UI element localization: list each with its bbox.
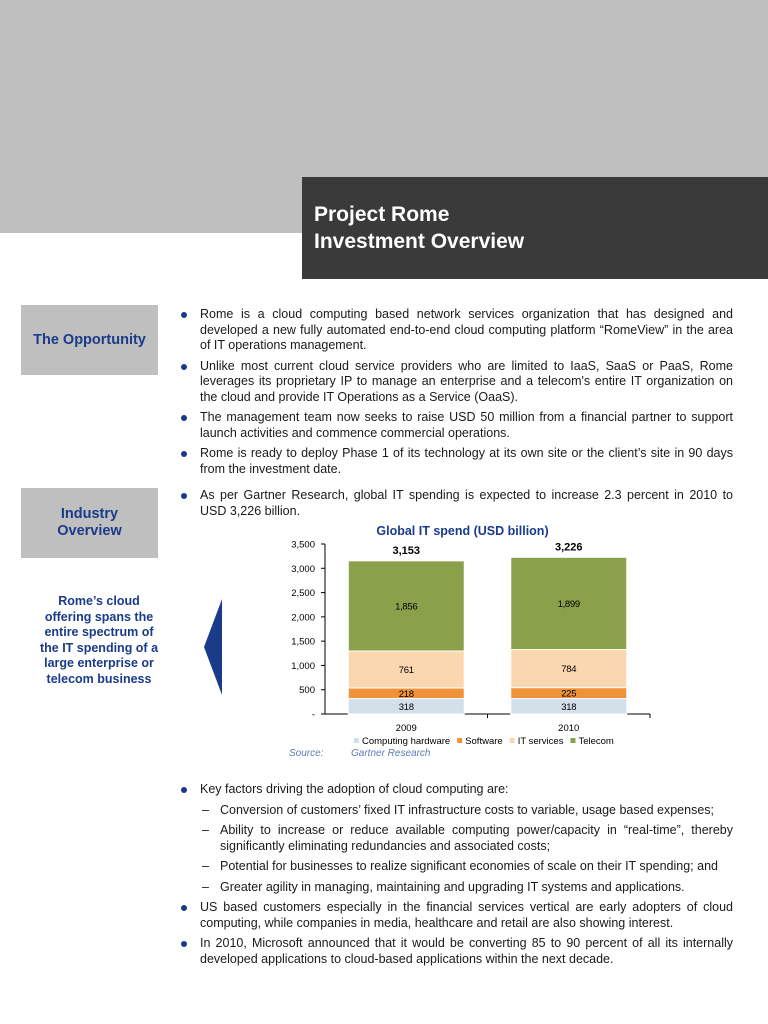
page-title-line1: Project Rome xyxy=(314,203,450,226)
list-item: Key factors driving the adoption of cloud computing are: xyxy=(178,782,733,798)
legend-label: Computing hardware xyxy=(362,736,451,747)
y-tick-label: 2,500 xyxy=(291,588,315,600)
list-item: In 2010, Microsoft announced that it would be converting 85 to 90 percent of all its internally developed applications to cloud-based applications within the next decade. xyxy=(178,936,733,967)
list-item: Unlike most current cloud service providers who are limited to IaaS, SaaS or PaaS, Rome leverages its proprietary IP to manage an enterprise and a telecom's entire IT organization on the cloud and provide IT Operations as a Service (OaaS). xyxy=(178,359,733,406)
source-label: Source: xyxy=(289,748,324,759)
industry-label-line1: Industry xyxy=(60,506,119,522)
y-tick-label: 3,000 xyxy=(291,563,315,575)
chart-source xyxy=(289,748,431,759)
source-value: Gartner Research xyxy=(351,748,431,759)
list-item: The management team now seeks to raise USD 50 million from a financial partner to support launch activities and commence commercial operations. xyxy=(178,410,733,441)
title-box xyxy=(302,177,768,279)
list-subitem: – Potential for businesses to realize significant economies of scale on their IT spending; and xyxy=(178,859,733,875)
arrow-left-icon xyxy=(204,597,224,697)
list-item: US based customers especially in the financial services vertical are early adopters of cloud computing, while companies in media, healthcare and retail are also showing interest. xyxy=(178,900,733,931)
chart xyxy=(280,522,660,767)
industry-label-line2: Overview xyxy=(57,523,122,539)
data-label: 225 xyxy=(561,688,577,700)
data-label: 784 xyxy=(561,664,577,676)
legend-swatch xyxy=(457,738,462,743)
legend-label: Software xyxy=(465,736,503,747)
data-label: 1,856 xyxy=(395,601,418,613)
y-tick-label: 2,000 xyxy=(291,612,315,624)
data-label: 318 xyxy=(398,701,414,713)
chart-title: Global IT spend (USD billion) xyxy=(376,524,549,538)
legend-swatch xyxy=(354,738,359,743)
x-tick-label: 2009 xyxy=(395,723,417,734)
callout-text: Rome’s cloud offering spans the entire spectrum of the IT spending of a large enterprise or telecom business xyxy=(39,594,159,686)
list-item: Rome is a cloud computing based network services organization that has designed and developed a new fully automated end-to-end cloud computing platform “RomeView” in the area of IT operations management. xyxy=(178,307,733,354)
list-subitem: – Conversion of customers’ fixed IT infrastructure costs to variable, usage based expenses; xyxy=(178,803,733,819)
data-label: 1,899 xyxy=(557,598,580,610)
legend-swatch xyxy=(570,738,575,743)
drivers-bullets xyxy=(178,782,733,972)
list-subitem: – Ability to increase or reduce available computing power/capacity in “real-time”, thereby significantly eliminating redundancies and associated costs; xyxy=(178,823,733,854)
total-label: 3,226 xyxy=(554,541,583,554)
y-tick-label: 3,500 xyxy=(291,539,315,551)
legend-swatch xyxy=(510,738,515,743)
y-tick-label: - xyxy=(311,709,315,721)
y-tick-label: 1,000 xyxy=(291,660,315,672)
data-label: 318 xyxy=(561,701,577,713)
x-tick-label: 2010 xyxy=(558,723,580,734)
data-label: 218 xyxy=(398,688,414,700)
list-item: As per Gartner Research, global IT spending is expected to increase 2.3 percent in 2010 to USD 3,226 billion. xyxy=(178,488,733,519)
data-label: 761 xyxy=(398,664,414,676)
chart-svg xyxy=(280,537,660,767)
legend-label: IT services xyxy=(517,736,564,747)
opportunity-bullets xyxy=(178,307,733,482)
industry-section-label xyxy=(21,488,158,558)
list-item: Rome is ready to deploy Phase 1 of its technology at its own site or the client’s site in 90 days from the investment date. xyxy=(178,446,733,477)
y-tick-label: 1,500 xyxy=(291,636,315,648)
opportunity-section-label: The Opportunity xyxy=(21,305,158,375)
industry-bullets xyxy=(178,488,733,524)
list-subitem: – Greater agility in managing, maintaining and upgrading IT systems and applications. xyxy=(178,880,733,896)
legend-label: Telecom xyxy=(578,736,614,747)
y-tick-label: 500 xyxy=(299,685,315,697)
page-title-line2: Investment Overview xyxy=(314,230,525,253)
total-label: 3,153 xyxy=(392,544,421,557)
